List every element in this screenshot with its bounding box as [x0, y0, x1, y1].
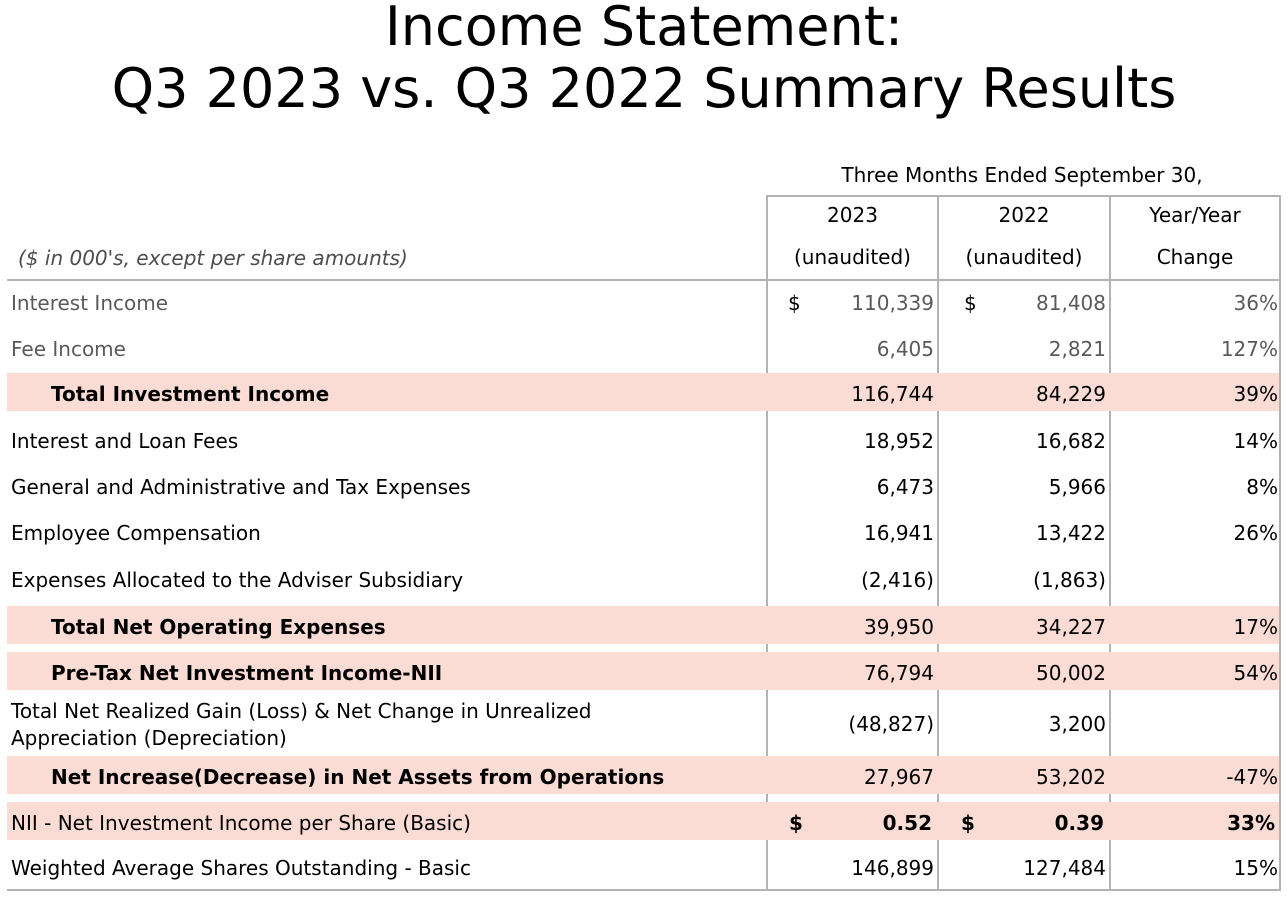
row-label: Net Increase(Decrease) in Net Assets from Operations — [51, 765, 665, 789]
table-row — [7, 514, 1279, 552]
value-2023: 16,941 — [864, 521, 934, 545]
table-row-net-increase — [7, 756, 1279, 794]
value-2023: 110,339 — [851, 291, 934, 315]
currency-symbol: $ — [961, 811, 975, 835]
table-row — [7, 561, 1279, 599]
table-row — [7, 330, 1279, 368]
column-header-2023 — [768, 203, 937, 269]
value-2022: 13,422 — [1036, 521, 1106, 545]
column-header-change-line2: Change — [1156, 245, 1234, 269]
value-2022: 50,002 — [1036, 661, 1106, 685]
value-2022: 53,202 — [1036, 765, 1106, 789]
value-2022: 3,200 — [1048, 712, 1106, 736]
row-label-line-2: Appreciation (Depreciation) — [11, 726, 287, 750]
value-2022: 16,682 — [1036, 429, 1106, 453]
value-2023: 18,952 — [864, 429, 934, 453]
value-change: 39% — [1233, 382, 1278, 406]
table-row — [7, 849, 1279, 887]
row-label: Expenses Allocated to the Adviser Subsidiary — [11, 568, 464, 592]
column-border-4 — [1279, 195, 1281, 890]
value-change: 127% — [1220, 337, 1278, 361]
table-row-total-investment-income — [7, 373, 1279, 411]
table-row — [7, 468, 1279, 506]
value-change: 26% — [1233, 521, 1278, 545]
column-header-2022-year: 2022 — [998, 203, 1050, 227]
value-change: 36% — [1233, 291, 1278, 315]
value-2023: 27,967 — [864, 765, 934, 789]
value-change: 17% — [1233, 615, 1278, 639]
table-row — [7, 284, 1279, 322]
value-change: 8% — [1246, 475, 1278, 499]
title-line-1: Income Statement: — [384, 0, 904, 58]
units-note: ($ in 000's, except per share amounts) — [18, 246, 408, 270]
row-label: Total Investment Income — [51, 382, 330, 406]
row-label: Interest Income — [11, 291, 169, 315]
table-row — [7, 422, 1279, 460]
table-row-nii-per-share — [7, 802, 1279, 840]
row-label: Employee Compensation — [11, 521, 261, 545]
currency-symbol: $ — [789, 811, 803, 835]
value-2023: (48,827) — [848, 712, 934, 736]
value-2022: 127,484 — [1023, 856, 1106, 880]
value-2022: (1,863) — [1033, 568, 1106, 592]
table-row-total-net-operating-expenses — [7, 606, 1279, 644]
column-header-2022 — [939, 203, 1109, 269]
value-2023: 6,473 — [876, 475, 934, 499]
column-header-2022-note: (unaudited) — [965, 245, 1083, 269]
value-change: 15% — [1233, 856, 1278, 880]
value-change: 54% — [1233, 661, 1278, 685]
value-2023: (2,416) — [861, 568, 934, 592]
value-2023: 76,794 — [864, 661, 934, 685]
column-header-change-line1: Year/Year — [1149, 203, 1241, 227]
row-label: Fee Income — [11, 337, 126, 361]
value-2023: 116,744 — [851, 382, 934, 406]
table-bottom-border — [7, 889, 1281, 891]
value-2022: 34,227 — [1036, 615, 1106, 639]
column-header-2023-year: 2023 — [827, 203, 878, 227]
header-top-border — [766, 195, 1281, 197]
value-2022: 81,408 — [1036, 291, 1106, 315]
value-2022: 0.39 — [1054, 811, 1104, 835]
column-header-change — [1111, 203, 1279, 269]
row-label: NII - Net Investment Income per Share (Basic) — [11, 811, 471, 835]
value-2022: 5,966 — [1048, 475, 1106, 499]
title-line-2: Q3 2023 vs. Q3 2022 Summary Results — [111, 57, 1177, 120]
currency-symbol: $ — [788, 291, 801, 315]
value-2022: 84,229 — [1036, 382, 1106, 406]
table-row-pre-tax-nii — [7, 652, 1279, 690]
value-2023: 146,899 — [851, 856, 934, 880]
row-label: Total Net Operating Expenses — [51, 615, 386, 639]
row-label: Interest and Loan Fees — [11, 429, 239, 453]
value-change: -47% — [1226, 765, 1278, 789]
row-label: Weighted Average Shares Outstanding - Basic — [11, 856, 471, 880]
value-change: 14% — [1233, 429, 1278, 453]
currency-symbol: $ — [964, 291, 977, 315]
header-bottom-border — [7, 279, 1281, 281]
row-label: Pre-Tax Net Investment Income-NII — [51, 661, 443, 685]
row-label: General and Administrative and Tax Expenses — [11, 475, 471, 499]
table-row — [7, 697, 1279, 753]
value-2023: 39,950 — [864, 615, 934, 639]
column-header-2023-note: (unaudited) — [794, 245, 911, 269]
value-2023: 6,405 — [876, 337, 934, 361]
value-2022: 2,821 — [1048, 337, 1106, 361]
value-2023: 0.52 — [882, 811, 932, 835]
value-change: 33% — [1227, 811, 1275, 835]
period-header: Three Months Ended September 30, — [841, 163, 1203, 187]
row-label-line-1: Total Net Realized Gain (Loss) & Net Change in Unrealized — [11, 699, 592, 723]
